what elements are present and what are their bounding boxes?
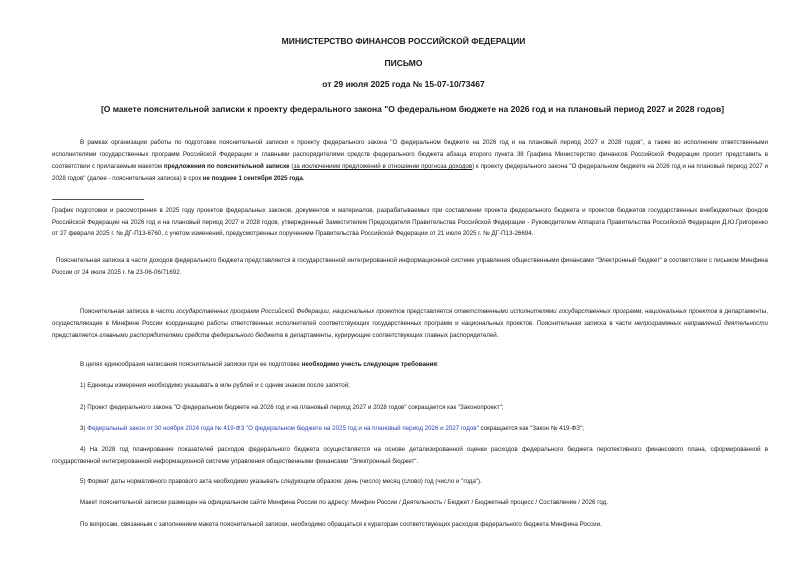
ministry-title: МИНИСТЕРСТВО ФИНАНСОВ РОССИЙСКОЙ ФЕДЕРАЦИИ (281, 36, 526, 46)
requirement-1: 1) Единицы измерения необходимо указывать в млн рублей и с одним знаком после запятой; (80, 382, 350, 389)
template-location-paragraph: Макет пояснительной записки размещен на официальном сайте Минфина России по адресу: Минфин России / Деятельность / Бюджет / Бюджетный процесс / Составление / 2026 год. (80, 499, 608, 506)
law-419-link[interactable]: Федеральный закон от 30 ноября 2024 года № 419-ФЗ "О федеральном бюджете на 2025 год и на плановый период 2026 и 2027 годов" (87, 425, 479, 432)
exclusion-note: за исключением предложений в отношении прогноза доходов (293, 163, 473, 170)
requirement-2: 2) Проект федерального закона "О федеральном бюджете на 2026 год и на плановый период 2027 и 2028 годов" сокращается как "Законопроект"; (80, 404, 504, 411)
requirement-3: 3) Федеральный закон от 30 ноября 2024 года № 419-ФЗ "О федеральном бюджете на 2025 год и на плановый период 2026 и 2027 годов" сокращается как "Закон № 419-ФЗ"; (80, 425, 584, 432)
responsibility-paragraph: Пояснительная записка в части государственных программ Российской Федерации, национальных проектов представляется ответственными исполнителями государственных программ, национальных проектов в департаменты, осуществляющие в Минфине России координацию работы ответственных исполнителей соответствующих государственных программ и национальных проектов. Пояснительная записка в части непрограммных направлений деятельности представляется главными распорядителями средств федерального бюджета в департаменты, курирующие соответствующих главных распорядителей. (52, 308, 768, 339)
document-subject: [О макете пояснительной записки к проекту федерального закона "О федеральном бюджете на 2026 год и на плановый период 2027 и 2028 годов] (100, 104, 725, 114)
footnote-2: Пояснительная записка в части доходов федерального бюджета представляется в государственной интегрированной информационной системе управления общественными финансами "Электронный бюджет" в соответствии с письмом Минфина России от 24 июля 2025 г. № 23-06-06/71692. (52, 257, 768, 276)
footnote-1: График подготовки и рассмотрения в 2025 году проектов федеральных законов, документов и материалов, разрабатываемых при составлении проекта федерального бюджета и проектов бюджетов государственных внебюджетных фондов Российской Федерации на 2026 год и на плановый период 2027 и 2028 годов, утвержденный Заместителем Председателя Правительства Российской Федерации - Руководителем Аппарата Правительства Российской Федерации Д.Ю.Григоренко от 27 февраля 2025 г. № ДГ-П13-6760, с учетом изменений, предусмотренных поручением Правительства Российской Федерации от 21 июля 2025 г. № ДГ-П13-26694. (52, 207, 768, 237)
contacts-paragraph: По вопросам, связанным с заполнением макета пояснительной записки, необходимо обращаться к кураторам соответствующих расходов федерального бюджета Минфина России. (80, 521, 602, 528)
intro-paragraph: В рамках организации работы по подготовке пояснительной записки к проекту федерального закона "О федеральном бюджете на 2026 год и на плановый период 2027 и 2028 годов", а также во исполнение ответственными исполнителями государственных программ Российской Федерации и главными распорядителями средств федерального бюджета абзаца второго пункта 38 Графика Министерство финансов Российской Федерации просит представить в соответствии с прилагаемым макетом предложения по пояснительной записке (за исключением предложений в отношении прогноза доходов) к проекту федерального закона "О федеральном бюджете на 2026 год и на плановый период 2027 и 2028 годов" (далее - пояснительная записка) в срок не позднее 1 сентября 2025 года. (52, 139, 769, 182)
date-and-number: от 29 июля 2025 года № 15-07-10/73467 (322, 79, 485, 89)
requirements-intro: В целях единообразия написания пояснительной записки при ее подготовке необходимо учесть следующие требования: (80, 361, 439, 368)
requirement-5: 5) Формат даты нормативного правового акта необходимо указывать следующим образом: день (число) месяц (слово) год (число и "года"). (80, 478, 482, 485)
requirement-4: 4) На 2028 год планирование показателей расходов федерального бюджета осуществляется на основе детализированной оценки расходов федерального бюджета перспективного финансового плана, сформированной в государственной интегрированной информационной системе управления общественными финансами "Электронный бюджет". (52, 446, 768, 465)
footnote-separator (52, 199, 144, 200)
document-type: ПИСЬМО (384, 58, 423, 68)
